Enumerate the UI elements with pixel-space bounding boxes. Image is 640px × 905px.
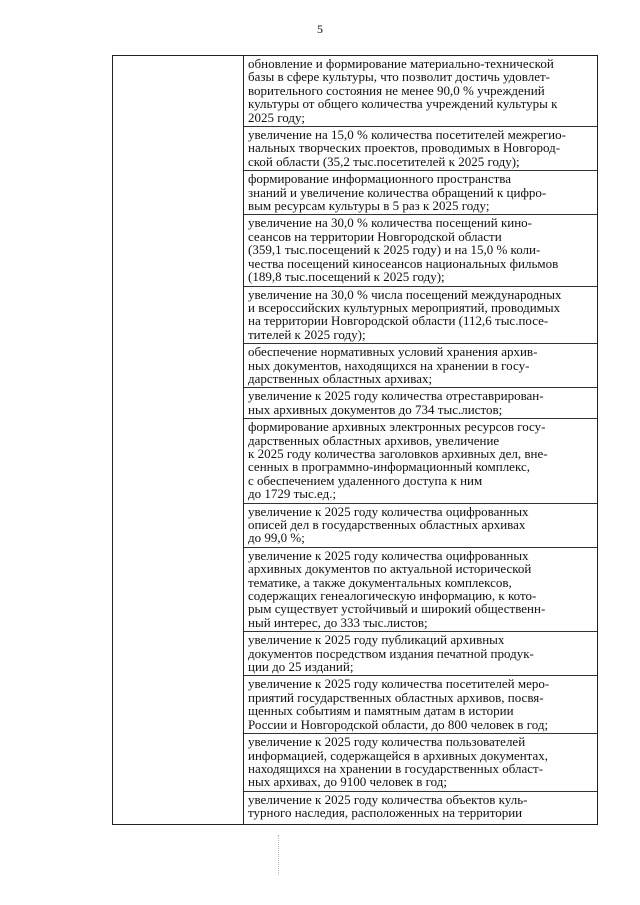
- list-item: увеличение к 2025 году публикаций архивных документов посредством издания печатной продук- ции до 25 изданий;: [244, 632, 597, 676]
- list-item: увеличение к 2025 году количества объектов куль- турного наследия, расположенных на территории: [248, 791, 528, 821]
- list-item: увеличение к 2025 году количества пользователей информацией, содержащейся в архивных документах, находящихся на хранении в государственных област- ных архивах, до 9100 человек в год;: [244, 734, 597, 792]
- table-right-column: [244, 56, 597, 824]
- table-left-column: [113, 56, 244, 824]
- list-item: формирование информационного пространства знаний и увеличение количества обращений к цифро- вым ресурсам культуры в 5 раз к 2025 году;: [244, 171, 597, 215]
- list-item: формирование архивных электронных ресурсов госу- дарственных областных архивов, увеличение к 2025 году количества заголовков архивных дел, вне- сенных в программно-информационный комплекс, с обеспечением удаленного доступа к ним до 1729 тыс.ед.;: [244, 419, 597, 503]
- list-item: увеличение на 30,0 % количества посещений кино- сеансов на территории Новгородской области (359,1 тыс.посещений к 2025 году) и на 15,0 % коли- чества посещений киносеансов национальных фильмов (189,8 тыс.посещений к 2025 году);: [244, 215, 597, 286]
- list-item: увеличение на 15,0 % количества посетителей межрегио- нальных творческих проектов, проводимых в Новгород- ской области (35,2 тыс.посетителей к 2025 году);: [244, 127, 597, 171]
- goals-table: [112, 55, 598, 825]
- page-number: 5: [317, 22, 323, 36]
- scan-fold-mark: [278, 835, 280, 875]
- list-item: увеличение на 30,0 % числа посещений международных и всероссийских культурных мероприятий, проводимых на территории Новгородской области (112,6 тыс.посе- тителей к 2025 году);: [244, 287, 597, 345]
- list-item: увеличение к 2025 году количества отреставрирован- ных архивных документов до 734 тыс.листов;: [244, 388, 597, 419]
- list-item: обеспечение нормативных условий хранения архив- ных документов, находящихся на хранении в госу- дарственных областных архивах;: [244, 344, 597, 388]
- list-item: увеличение к 2025 году количества оцифрованных архивных документов по актуальной исторической тематике, а также документальных комплексов, содержащих генеалогическую информацию, к кото- рым существует устойчивый и широкий общественн- ный интерес, до 333 тыс.листов;: [244, 548, 597, 632]
- list-item: обновление и формирование материально-технической базы в сфере культуры, что позволит достичь удовлет- ворительного состояния не менее 90,0 % учреждений культуры от общего количества учреждений культуры к 2025 году;: [244, 56, 597, 127]
- list-item: увеличение к 2025 году количества посетителей меро- приятий государственных областных архивов, посвя- щенных событиям и памятным датам в истории России и Новгородской области, до 800 человек в год;: [244, 676, 597, 734]
- list-item: увеличение к 2025 году количества оцифрованных описей дел в государственных областных архивах до 99,0 %;: [244, 504, 597, 548]
